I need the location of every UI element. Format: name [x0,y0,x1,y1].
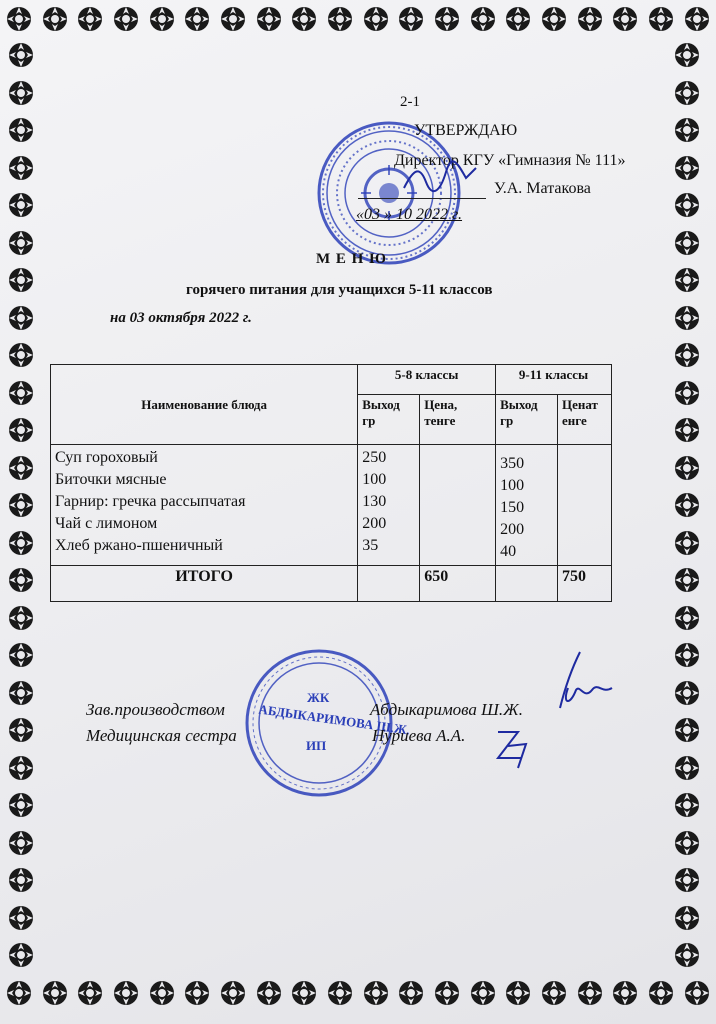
menu-subtitle: горячего питания для учащихся 5-11 классов [186,282,493,298]
output-value: 250 [362,449,387,466]
output-header-9-11: Выход гр [496,395,558,445]
director-signature [400,158,480,198]
approval-date: «03 » 10 2022 г. [356,206,463,223]
ornament-icon [147,4,177,34]
ornament-icon [6,790,36,820]
ornament-icon [182,978,212,1008]
dish-list [51,445,358,566]
ornament-icon [432,4,462,34]
total-empty-cell [496,566,558,602]
ornament-icon [672,415,702,445]
group-header-9-11: 9-11 классы [496,365,612,395]
ornament-icon [289,4,319,34]
ornament-icon [289,978,319,1008]
dish-item: Хлеб ржано-пшеничный [55,537,223,554]
ornament-icon [672,903,702,933]
stamp-text-top: ЖК [307,690,330,705]
ornament-icon [6,865,36,895]
stamp-text-bottom: ИП [306,738,327,753]
ornament-icon [672,865,702,895]
production-role: Зав.производством [86,700,225,719]
ornament-icon [6,940,36,970]
ornament-icon [672,640,702,670]
menu-table [50,364,612,602]
output-value: 35 [362,537,379,554]
price-header-5-8: Цена, тенге [420,395,496,445]
ornament-icon [646,4,676,34]
ornament-icon [147,978,177,1008]
ornament-icon [6,753,36,783]
approve-label: УТВЕРЖДАЮ [414,122,518,139]
ornament-icon [182,4,212,34]
ornament-icon [672,153,702,183]
ornament-icon [672,190,702,220]
ornament-icon [6,115,36,145]
ornament-icon [682,978,712,1008]
ornament-icon [40,4,70,34]
ornament-icon [6,678,36,708]
ornament-icon [6,40,36,70]
ornament-icon [4,4,34,34]
ornament-icon [361,978,391,1008]
ornament-icon [218,978,248,1008]
nurse-signature [488,722,538,772]
ornament-icon [539,978,569,1008]
dish-item: Биточки мясные [55,471,167,488]
ornament-icon [6,378,36,408]
ornament-icon [6,153,36,183]
ornament-icon [503,978,533,1008]
ornament-icon [325,4,355,34]
ornament-icon [6,78,36,108]
ornament-icon [40,978,70,1008]
ornament-icon [6,415,36,445]
ornament-icon [468,978,498,1008]
ornament-icon [254,978,284,1008]
output-value: 350 [500,455,525,472]
ornament-icon [610,978,640,1008]
total-empty-cell [358,566,420,602]
ornament-icon [6,715,36,745]
ornament-icon [468,4,498,34]
menu-date: на 03 октября 2022 г. [110,310,252,326]
ornament-icon [646,978,676,1008]
ornament-icon [672,678,702,708]
ornament-icon [4,978,34,1008]
ornament-icon [6,340,36,370]
price-cell-5-8 [420,445,496,566]
ornament-icon [6,265,36,295]
ornament-icon [672,603,702,633]
ornament-icon [396,4,426,34]
menu-heading: М Е Н Ю [316,251,387,267]
group-header-5-8: 5-8 классы [358,365,496,395]
output-value: 130 [362,493,387,510]
nurse-name: Нуриева А.А. [372,726,466,745]
ornament-icon [672,940,702,970]
production-name: Абдыкаримова Ш.Ж. [370,700,523,719]
ornament-icon [6,603,36,633]
ornament-icon [672,115,702,145]
ornament-icon [672,565,702,595]
ornament-icon [672,78,702,108]
ornament-icon [610,4,640,34]
ornament-icon [503,4,533,34]
border-top [0,4,716,40]
ornament-icon [75,4,105,34]
director-name: У.А. Матакова [494,180,591,197]
ornament-icon [6,190,36,220]
ornament-icon [218,4,248,34]
output-value: 100 [500,477,525,494]
output-list-5-8 [358,445,420,566]
output-value: 40 [500,543,517,560]
ornament-icon [111,4,141,34]
ornament-icon [6,303,36,333]
output-value: 200 [362,515,387,532]
document-number: 2-1 [400,94,420,110]
output-value: 150 [500,499,525,516]
ornament-icon [396,978,426,1008]
dish-item: Суп гороховый [55,449,158,466]
production-signature [540,644,620,724]
ornament-icon [6,528,36,558]
stamp-text-name: АБДЫКАРИМОВА Ш.Ж. [257,701,411,738]
ornament-icon [672,715,702,745]
dish-column-header: Наименование блюда [51,365,358,445]
ornament-icon [254,4,284,34]
ornament-icon [6,228,36,258]
ornament-icon [75,978,105,1008]
ornament-icon [6,828,36,858]
ornament-icon [672,790,702,820]
ornament-icon [6,490,36,520]
director-line: Директор КГУ «Гимназия № 111» [394,152,626,169]
output-value: 200 [500,521,525,538]
ornament-icon [539,4,569,34]
price-header-9-11: Ценат енге [558,395,612,445]
total-price-9-11: 750 [558,566,612,602]
ornament-icon [672,265,702,295]
ornament-icon [672,340,702,370]
ornament-icon [672,490,702,520]
output-header-5-8: Выход гр [358,395,420,445]
ornament-icon [672,753,702,783]
total-price-5-8: 650 [420,566,496,602]
ornament-icon [6,903,36,933]
ornament-icon [432,978,462,1008]
signature-line [358,198,486,199]
ornament-icon [672,528,702,558]
ornament-icon [6,453,36,483]
ornament-icon [672,828,702,858]
ornament-icon [672,228,702,258]
price-cell-9-11 [558,445,612,566]
ornament-icon [575,4,605,34]
ornament-icon [111,978,141,1008]
border-right [672,40,708,970]
ornament-icon [672,453,702,483]
ornament-icon [6,565,36,595]
ornament-icon [672,378,702,408]
output-value: 100 [362,471,387,488]
ornament-icon [682,4,712,34]
nurse-role: Медицинская сестра [86,726,237,745]
total-label: ИТОГО [51,566,358,602]
dish-item: Гарнир: гречка рассыпчатая [55,493,246,510]
ornament-icon [672,40,702,70]
ornament-icon [672,303,702,333]
output-list-9-11 [496,445,558,566]
ornament-icon [361,4,391,34]
ornament-icon [325,978,355,1008]
border-left [6,40,42,970]
border-bottom [0,978,716,1014]
dish-item: Чай с лимоном [55,515,158,532]
ornament-icon [6,640,36,670]
ornament-icon [575,978,605,1008]
